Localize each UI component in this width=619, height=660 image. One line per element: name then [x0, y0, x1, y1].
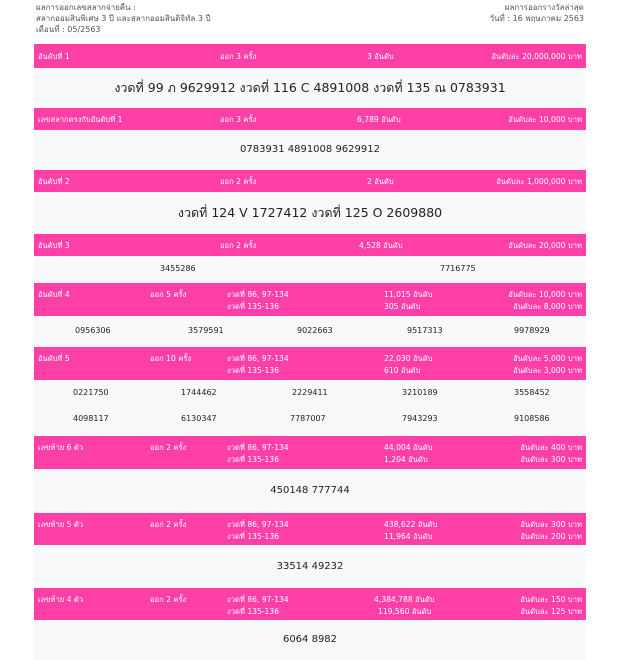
prize1-title: อันดับที่ 1 [38, 52, 70, 61]
prize5-amount1: อันดับละ 5,000 บาท [513, 354, 582, 363]
prize5-period1: งวดที่ 86, 97-134 [227, 354, 289, 363]
last4-amount1: อันดับละ 150 บาท [520, 595, 582, 604]
near1-result: 0783931 4891008 9629912 [34, 130, 586, 170]
last4-period2: งวดที่ 135-136 [227, 607, 280, 616]
prize5-number: 7787007 [290, 414, 326, 423]
prize4-period1: งวดที่ 86, 97-134 [227, 290, 289, 299]
last6-period2: งวดที่ 135-136 [227, 455, 280, 464]
prize5-number: 4098117 [73, 414, 109, 423]
prize3-amount: อันดับละ 20,000 บาท [508, 241, 582, 250]
prize3-bar [34, 234, 586, 256]
near1-count: 6,789 อันดับ [357, 115, 401, 124]
near1-draws: ออก 3 ครั้ง [220, 115, 257, 124]
prize5-number: 9108586 [514, 414, 550, 423]
last5-count2: 11,964 อันดับ [384, 532, 433, 541]
prize4-bar [34, 283, 586, 316]
prize2-bar [34, 170, 586, 192]
last5-amount1: อันดับละ 300 บาท [520, 520, 582, 529]
header-left [36, 2, 211, 35]
last5-result: 33514 49232 [34, 545, 586, 588]
prize2-title: อันดับที่ 2 [38, 177, 70, 186]
prize3-title: อันดับที่ 3 [38, 241, 70, 250]
last6-amount2: อันดับละ 300 บาท [520, 455, 582, 464]
prize4-count1: 11,015 อันดับ [384, 290, 433, 299]
prize4-number: 0956306 [75, 326, 111, 335]
last6-period1: งวดที่ 86, 97-134 [227, 443, 289, 452]
last6-draws: ออก 2 ครั้ง [150, 443, 187, 452]
prize4-count2: 305 อันดับ [384, 302, 421, 311]
prize5-count2: 610 อันดับ [384, 366, 421, 375]
prize3-number: 7716775 [440, 264, 476, 273]
prize4-number: 9978929 [514, 326, 550, 335]
header-subtitle: สลากออมสินพิเศษ 3 ปี และสลากออมสินดิจิทัล 3 ปี [36, 14, 211, 23]
last4-count2: 119,560 อันดับ [378, 607, 432, 616]
prize4-draws: ออก 5 ครั้ง [150, 290, 187, 299]
last6-title: เลขท้าย 6 ตัว [38, 443, 84, 452]
prize2-amount: อันดับละ 1,000,000 บาท [496, 177, 582, 186]
prize4-amount2: อันดับละ 8,000 บาท [513, 302, 582, 311]
prize2-result: งวดที่ 124 V 1727412 งวดที่ 125 O 2609880 [34, 192, 586, 234]
prize5-number: 0221750 [73, 388, 109, 397]
prize2-count: 2 อันดับ [367, 177, 394, 186]
last4-draws: ออก 2 ครั้ง [150, 595, 187, 604]
prize5-amount2: อันดับละ 3,000 บาท [513, 366, 582, 375]
prize4-title: อันดับที่ 4 [38, 290, 70, 299]
prize3-draws: ออก 2 ครั้ง [220, 241, 257, 250]
prize5-number: 3558452 [514, 388, 550, 397]
prize5-bar [34, 347, 586, 380]
last4-amount2: อันดับละ 125 บาท [520, 607, 582, 616]
last6-amount1: อันดับละ 400 บาท [520, 443, 582, 452]
near1-amount: อันดับละ 10,000 บาท [508, 115, 582, 124]
near1-title: เลขสลากตรงกับอันดับที่ 1 [38, 115, 123, 124]
last6-bar [34, 436, 586, 469]
prize1-amount: อันดับละ 20,000,000 บาท [491, 52, 582, 61]
page-header [34, 0, 586, 44]
results-page [34, 0, 586, 660]
prize5-numbers [34, 380, 586, 436]
prize5-number: 3210189 [402, 388, 438, 397]
prize5-number: 6130347 [181, 414, 217, 423]
prize3-count: 4,528 อันดับ [359, 241, 403, 250]
last5-count1: 438,622 อันดับ [384, 520, 438, 529]
prize1-draws: ออก 3 ครั้ง [220, 52, 257, 61]
prize4-number: 3579591 [188, 326, 224, 335]
last5-amount2: อันดับละ 200 บาท [520, 532, 582, 541]
latest-date: วันที่ : 16 พฤษภาคม 2563 [489, 14, 584, 23]
prize5-draws: ออก 10 ครั้ง [150, 354, 192, 363]
prize5-number: 1744462 [181, 388, 217, 397]
last4-count1: 4,384,788 อันดับ [374, 595, 435, 604]
last6-result: 450148 777744 [34, 469, 586, 513]
prize4-numbers [34, 316, 586, 347]
prize4-number: 9517313 [407, 326, 443, 335]
last6-count1: 44,004 อันดับ [384, 443, 433, 452]
last5-period2: งวดที่ 135-136 [227, 532, 280, 541]
prize3-number: 3455286 [160, 264, 196, 273]
prize3-numbers [34, 256, 586, 283]
header-right [490, 2, 584, 24]
last5-bar [34, 513, 586, 545]
last4-title: เลขท้าย 4 ตัว [38, 595, 84, 604]
prize1-count: 3 อันดับ [367, 52, 394, 61]
near1-bar [34, 108, 586, 130]
last4-result: 6064 8982 [34, 620, 586, 660]
last5-title: เลขท้าย 5 ตัว [38, 520, 84, 529]
prize5-period2: งวดที่ 135-136 [227, 366, 280, 375]
last6-count2: 1,204 อันดับ [384, 455, 428, 464]
prize4-period2: งวดที่ 135-136 [227, 302, 280, 311]
latest-label: ผลการออกรางวัลล่าสุด [504, 3, 584, 12]
prize5-count1: 22,030 อันดับ [384, 354, 433, 363]
prize5-number: 2229411 [292, 388, 328, 397]
prize4-number: 9022663 [297, 326, 333, 335]
last4-period1: งวดที่ 86, 97-134 [227, 595, 289, 604]
header-title: ผลการออกเลขสลากจ่ายคืน : [36, 3, 136, 12]
last5-draws: ออก 2 ครั้ง [150, 520, 187, 529]
prize4-amount1: อันดับละ 10,000 บาท [508, 290, 582, 299]
last4-bar [34, 588, 586, 620]
last5-period1: งวดที่ 86, 97-134 [227, 520, 289, 529]
prize1-result: งวดที่ 99 ภ 9629912 งวดที่ 116 C 4891008 งวดที่ 135 ณ 0783931 [34, 68, 586, 108]
prize1-bar [34, 44, 586, 68]
header-month: เดือนที่ : 05/2563 [36, 25, 101, 34]
prize5-number: 7943293 [402, 414, 438, 423]
prize5-title: อันดับที่ 5 [38, 354, 70, 363]
prize2-draws: ออก 2 ครั้ง [220, 177, 257, 186]
